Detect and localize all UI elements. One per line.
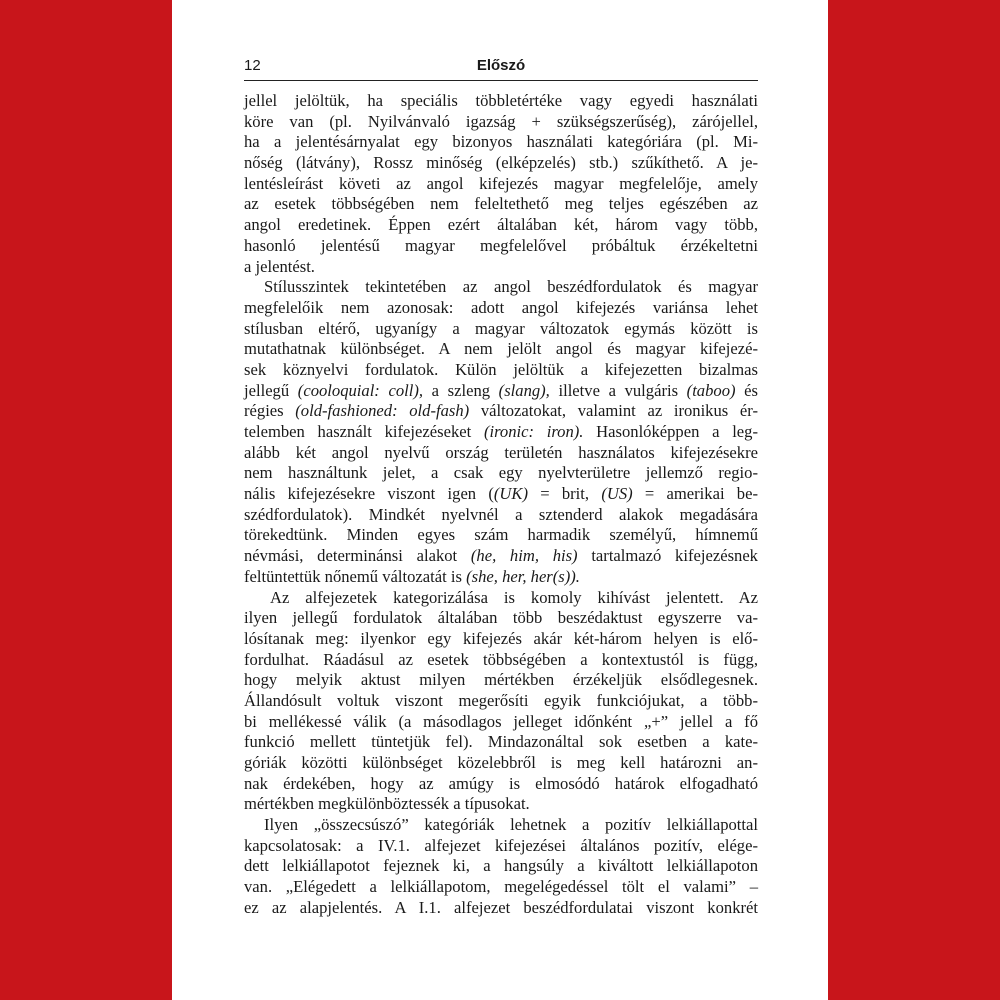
text-line [244,898,758,919]
text-line [244,546,758,567]
book-page [172,0,828,1000]
text-line [244,774,758,795]
text-line [244,670,758,691]
text-run: jellegű [244,380,298,400]
text-line [244,319,758,340]
text-run: stílusban eltérő, ugyanígy a magyar változatok egymás között is [244,318,758,338]
text-run: ha a jelentésárnyalat egy bizonyos használati kategóriára (pl. Mi- [244,132,758,152]
text-run: bi mellékessé válik (a másodlagos jelleget időnként „+” jellel a fő [244,711,758,731]
text-line [244,691,758,712]
body-text [244,91,758,919]
italic-run: (ironic: iron). [483,422,584,441]
text-line [244,360,758,381]
text-run: nális kifejezésekre viszont igen ( [244,484,494,504]
text-run: törekedtünk. Minden egyes szám harmadik személyű, hímnemű [244,525,758,545]
text-line [244,257,758,278]
text-run: van. „Elégedett a lelkiállapotom, megelégedéssel tölt el valami” – [244,877,758,897]
text-line [244,836,758,857]
text-run: Ilyen „összecsúszó” kategóriák lehetnek a pozitív lelkiállapottal [264,815,758,835]
text-line [244,112,758,133]
text-line [244,877,758,898]
italic-run: (slang), [498,380,550,400]
text-run: nak érdekében, hogy az amúgy is elmosódó határok elfogadható [244,773,758,793]
text-run: funkció mellett tüntetjük fel). Mindazonáltal sok esetben a kate- [244,732,758,752]
text-run: nem használtunk jelet, a csak egy nyelvterületre jellemző regio- [244,463,758,483]
text-line [244,91,758,112]
text-line [244,401,758,422]
text-run: telemben használt kifejezéseket [244,422,484,441]
text-run: illetve a vulgáris [549,380,687,400]
text-line [244,194,758,215]
text-line [244,484,758,505]
text-run: megfelelőik nem azonosak: adott angol kifejezés variánsa lehet [244,297,758,317]
running-header [244,56,758,78]
text-line [244,712,758,733]
text-line [244,650,758,671]
text-line [244,277,758,298]
text-run: változatokat, valamint az ironikus ér- [469,401,758,421]
text-run: az esetek többségében nem feleltethető meg teljes egészében az [244,194,758,214]
italic-run: (UK) [493,484,528,504]
text-line [244,422,758,443]
text-line [244,505,758,526]
text-line [244,463,758,484]
text-run: mértékben megkülönböztessék a típusokat. [244,794,530,814]
text-run: ez az alapjelentés. A I.1. alfejezet beszédfordulatai viszont konkrét [244,897,758,917]
text-line [244,753,758,774]
text-run: ilyen jellegű fordulatok általában több beszédaktust egyszerre va- [244,608,758,628]
text-run: régies [244,401,296,421]
header-rule [244,80,758,81]
italic-run: (cooloquial: coll), [297,380,424,400]
text-run: sek köznyelvi fordulatok. Külön jelöltük a kifejezetten bizalmas [244,359,758,379]
text-run: fordulhat. Ráadásul az esetek többségében a kontextustól is függ, [244,649,758,669]
text-run: köre van (pl. Nyilvánvaló igazság + szükségszerűség), zárójellel, [244,111,758,131]
text-run: jellel jelöltük, ha speciális többletértéke vagy egyedi használati [244,91,758,110]
page-number: 12 [244,57,261,74]
text-line [244,567,758,588]
text-run: góriák közötti különbséget közelebbről is meg kell határozni an- [244,753,758,772]
text-line [244,298,758,319]
text-run: lósítanak meg: ilyenkor egy kifejezés akár két-három helyen is elő- [244,628,758,648]
text-line [244,856,758,877]
text-run: szédfordulatok). Mindkét nyelvnél a sztenderd alakok megadására [244,504,758,524]
text-line [244,174,758,195]
italic-run: (she, her, her(s)). [466,566,580,586]
text-run: angol eredetinek. Éppen ezért általában két, három vagy több, [244,215,758,235]
text-run: Stílusszintek tekintetében az angol beszédfordulatok és magyar [264,277,758,297]
text-line [244,815,758,836]
text-line [244,153,758,174]
text-run: a szleng [423,380,499,400]
text-run: mutathatnak különbséget. A nem jelölt angol és magyar kifejezé- [244,339,758,359]
text-run: a jelentést. [244,256,315,276]
text-run: = brit, [528,484,602,504]
text-run: = amerikai be- [632,484,758,504]
text-line [244,381,758,402]
text-run: Állandósult voltuk viszont megerősíti egyik funkciójukat, a több- [244,690,758,710]
text-run: Hasonlóképpen a leg- [583,422,758,441]
text-line [244,443,758,464]
text-run: Az alfejezetek kategorizálása is komoly kihívást jelentett. Az [270,587,758,607]
italic-run: (old-fashioned: old-fash) [295,401,470,421]
text-line [244,525,758,546]
italic-run: (taboo) [686,380,736,400]
text-run: dett lelkiállapotot fejeznek ki, a hangsúly a kiváltott lelkiállapoton [244,856,758,876]
italic-run: (he, him, his) [470,546,578,566]
text-run: tartalmazó kifejezésnek [577,546,758,566]
text-line [244,588,758,609]
italic-run: (US) [601,484,633,504]
text-line [244,629,758,650]
text-line [244,732,758,753]
text-run: hogy melyik aktust milyen mértékben érzékeljük elsődlegesnek. [244,670,758,690]
text-run: hasonló jelentésű magyar megfelelővel próbáltuk érzékeltetni [244,235,758,255]
text-run: névmási, determinánsi alakot [244,546,471,566]
text-line [244,339,758,360]
text-line [244,215,758,236]
text-run: és [735,380,758,400]
text-run: lentésleírást követi az angol kifejezés magyar megfelelője, amely [244,173,758,193]
text-line [244,608,758,629]
text-line [244,236,758,257]
text-run: alább két angol nyelvű ország területén használatos kifejezésekre [244,442,758,462]
text-run: feltüntettük nőnemű változatát is [244,566,467,586]
text-line [244,132,758,153]
chapter-title: Előszó [476,57,526,74]
text-run: nőség (látvány), Rossz minőség (elképzelés) stb.) szűkíthető. A je- [244,153,758,173]
text-line [244,794,758,815]
text-run: kapcsolatosak: a IV.1. alfejezet kifejezései általános pozitív, elége- [244,835,758,855]
